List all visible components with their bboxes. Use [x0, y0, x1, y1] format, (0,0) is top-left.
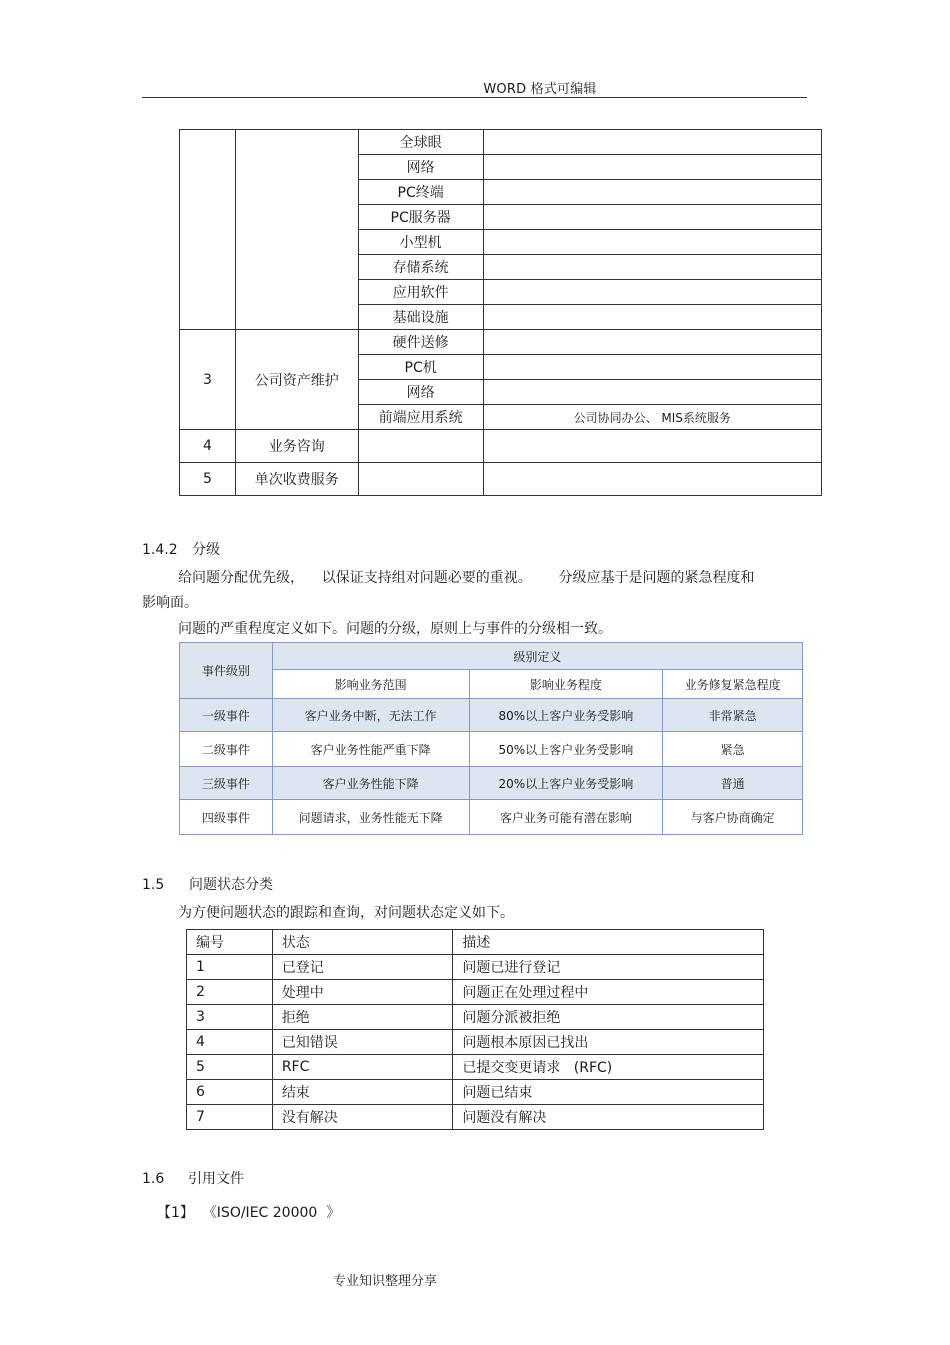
row-number: 4	[180, 430, 236, 463]
section-number: 1.6	[142, 1171, 165, 1187]
table-cell: 客户业务性能下降	[272, 767, 469, 800]
table-cell	[483, 230, 821, 255]
header-rule	[142, 97, 807, 98]
table-row	[180, 463, 822, 496]
table-cell: 20%以上客户业务受影响	[469, 767, 663, 800]
paragraph: 影响面。	[142, 595, 198, 611]
table-header: 事件级别	[180, 643, 273, 699]
table-cell: 网络	[358, 380, 483, 405]
table-cell: 网络	[358, 155, 483, 180]
reference-item: 【1】 《ISO/IEC 20000 》	[157, 1205, 341, 1221]
table-cell	[483, 305, 821, 330]
table-cell: 应用软件	[358, 280, 483, 305]
table-cell: 前端应用系统	[358, 405, 483, 430]
table-cell	[235, 130, 358, 330]
table-cell: 小型机	[358, 230, 483, 255]
table-header-row	[180, 643, 803, 670]
table-cell: 问题请求，业务性能无下降	[272, 800, 469, 835]
table-cell: PC服务器	[358, 205, 483, 230]
table-header-row	[187, 930, 764, 955]
table-row	[180, 732, 803, 767]
severity-table	[179, 642, 803, 835]
table-row	[187, 955, 764, 980]
table-cell	[483, 130, 821, 155]
table-cell: 3	[187, 1005, 273, 1030]
paragraph: 问题的严重程度定义如下。问题的分级，原则上与事件的分级相一致。	[178, 621, 612, 637]
table-cell	[358, 463, 483, 496]
table-cell: 问题已进行登记	[453, 955, 764, 980]
table-row	[187, 1080, 764, 1105]
row-number: 5	[180, 463, 236, 496]
table-row	[180, 430, 822, 463]
table-row	[180, 767, 803, 800]
table-cell	[483, 463, 821, 496]
status-table	[186, 929, 764, 1130]
table-cell: 80%以上客户业务受影响	[469, 699, 663, 732]
table-cell: 基础设施	[358, 305, 483, 330]
table-row	[187, 1030, 764, 1055]
table-cell: 问题分派被拒绝	[453, 1005, 764, 1030]
table-cell: 全球眼	[358, 130, 483, 155]
table-cell	[358, 430, 483, 463]
paragraph: 给问题分配优先级， 以保证支持组对问题必要的重视。 分级应基于是问题的紧急程度和	[178, 570, 755, 586]
table-cell: 问题正在处理过程中	[453, 980, 764, 1005]
table-header: 状态	[272, 930, 453, 955]
table-cell: 三级事件	[180, 767, 273, 800]
table-cell: 7	[187, 1105, 273, 1130]
table-header: 级别定义	[272, 643, 802, 670]
table-cell: 与客户协商确定	[663, 800, 803, 835]
service-name: 公司资产维护	[235, 330, 358, 430]
table-row	[180, 330, 822, 355]
table-row	[180, 699, 803, 732]
table-cell	[483, 430, 821, 463]
table-cell	[483, 255, 821, 280]
table-header: 影响业务范围	[272, 670, 469, 699]
table-cell: RFC	[272, 1055, 453, 1080]
table-cell: 50%以上客户业务受影响	[469, 732, 663, 767]
table-cell: 5	[187, 1055, 273, 1080]
table-cell	[483, 355, 821, 380]
table-cell	[483, 380, 821, 405]
table-cell: 已知错误	[272, 1030, 453, 1055]
table-cell: PC机	[358, 355, 483, 380]
table-cell: 问题没有解决	[453, 1105, 764, 1130]
table-cell: 一级事件	[180, 699, 273, 732]
table-cell	[483, 180, 821, 205]
row-number: 3	[180, 330, 236, 430]
table-cell: 2	[187, 980, 273, 1005]
table-cell: 拒绝	[272, 1005, 453, 1030]
paragraph: 为方便问题状态的跟踪和查询，对问题状态定义如下。	[178, 905, 514, 921]
table-cell: 结束	[272, 1080, 453, 1105]
table-cell: 四级事件	[180, 800, 273, 835]
table-cell: 没有解决	[272, 1105, 453, 1130]
table-cell	[483, 280, 821, 305]
section-title: 引用文件	[188, 1171, 244, 1187]
table-cell: 处理中	[272, 980, 453, 1005]
table-cell: 硬件送修	[358, 330, 483, 355]
table-cell: 已登记	[272, 955, 453, 980]
table-header: 描述	[453, 930, 764, 955]
section-number: 1.5	[142, 877, 165, 893]
table-cell: 1	[187, 955, 273, 980]
section-title: 问题状态分类	[189, 877, 273, 893]
service-name: 业务咨询	[235, 430, 358, 463]
table-cell: 公司协同办公、 MIS系统服务	[483, 405, 821, 430]
page-header: WORD 格式可编辑	[483, 82, 597, 97]
section-number: 1.4.2	[142, 542, 178, 558]
table-cell	[180, 130, 236, 330]
table-cell: 客户业务中断，无法工作	[272, 699, 469, 732]
table-header: 影响业务程度	[469, 670, 663, 699]
table-cell: 6	[187, 1080, 273, 1105]
table-cell: 客户业务可能有潜在影响	[469, 800, 663, 835]
table-cell	[483, 155, 821, 180]
section-heading	[142, 1168, 244, 1188]
table-cell	[483, 205, 821, 230]
table-cell: 问题已结束	[453, 1080, 764, 1105]
table-cell: 客户业务性能严重下降	[272, 732, 469, 767]
section-heading	[142, 874, 273, 894]
table-row	[187, 980, 764, 1005]
table-cell: 4	[187, 1030, 273, 1055]
table-cell: 问题根本原因已找出	[453, 1030, 764, 1055]
table-header-row	[180, 670, 803, 699]
table-cell: 非常紧急	[663, 699, 803, 732]
table-cell: 已提交变更请求 (RFC)	[453, 1055, 764, 1080]
section-title: 分级	[192, 542, 220, 558]
service-table	[179, 129, 822, 496]
table-cell	[483, 330, 821, 355]
section-heading	[142, 539, 220, 559]
page-footer: 专业知识整理分享	[332, 1274, 437, 1289]
table-row	[187, 1005, 764, 1030]
table-row	[180, 130, 822, 155]
table-header: 业务修复紧急程度	[663, 670, 803, 699]
table-header: 编号	[187, 930, 273, 955]
table-cell: 二级事件	[180, 732, 273, 767]
table-cell: 存储系统	[358, 255, 483, 280]
table-row	[187, 1105, 764, 1130]
table-row	[180, 800, 803, 835]
table-row	[187, 1055, 764, 1080]
table-cell: 紧急	[663, 732, 803, 767]
table-cell: PC终端	[358, 180, 483, 205]
service-name: 单次收费服务	[235, 463, 358, 496]
table-cell: 普通	[663, 767, 803, 800]
